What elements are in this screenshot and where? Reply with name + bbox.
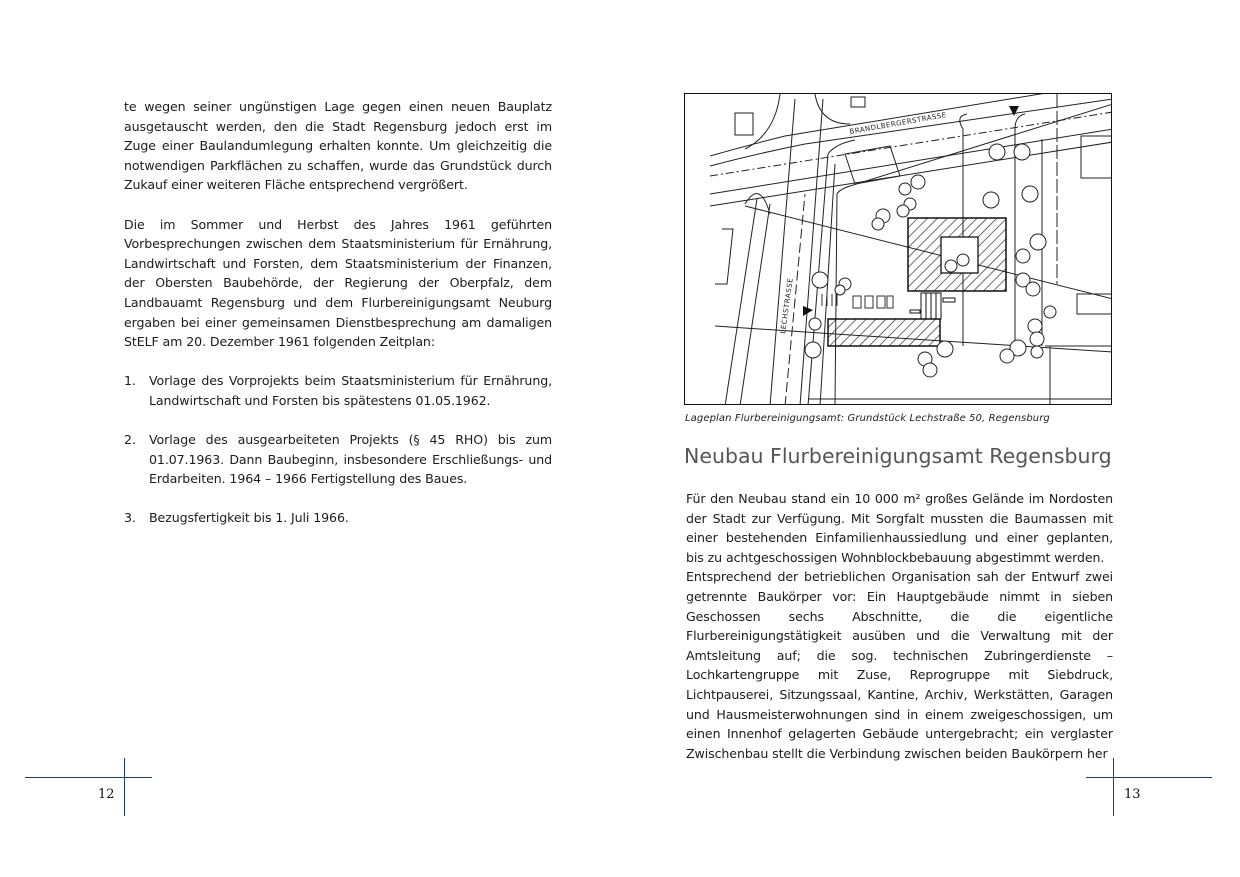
road-edge xyxy=(725,199,757,405)
page-number: 12 xyxy=(98,787,115,802)
crop-mark-horizontal xyxy=(25,777,152,778)
list-number: 3. xyxy=(124,510,136,526)
page-number: 13 xyxy=(1124,787,1141,802)
paragraph: Entsprechend der betrieblichen Organisation sah der Entwurf zwei getrennte Baukörper vor: Ein Hauptgebäude nimmt in sieben Geschossen sechs Abschnitte, die die eigentliche Flurbereinigungstätigkeit ausüben und die Verwaltung mit der Amtsleitung auf; die sog. technischen Zubringerdienste – Lochkartengruppe mit Zuse, Reprogruppe mit Siebdruck, Lichtpauserei, Sitzungssaal, Kantine, Archiv, Werkstätten, Garagen und Hausmeisterwohnungen sind in einem zweigeschossigen, um einen Innenhof gelagerten Gebäude untergebracht; ein verglaster Zwischenbau stellt die Verbindung zwischen beiden Baukörpern her xyxy=(686,569,1113,761)
site-plan-figure xyxy=(684,93,1112,405)
house xyxy=(851,97,865,107)
list-number: 1. xyxy=(124,373,136,389)
street-label-left: LECHSTRASSE xyxy=(779,277,795,335)
road-edge xyxy=(710,99,1112,166)
connector-stairs xyxy=(910,293,955,319)
house xyxy=(735,113,753,135)
north-arrow-icon xyxy=(1009,106,1019,116)
building xyxy=(715,229,733,284)
right-text-column xyxy=(686,489,1113,763)
site-plan-drawing xyxy=(685,94,1112,405)
section-heading: Neubau Flurbereinigungsamt Regensburg xyxy=(684,444,1112,468)
secondary-building xyxy=(828,319,940,346)
list-text: Vorlage des Vorprojekts beim Staatsministerium für Ernährung, Landwirtschaft und Forsten bis spätestens 01.05.1962. xyxy=(149,373,552,408)
road-edge xyxy=(740,204,770,405)
paragraph: Für den Neubau stand ein 10 000 m² großes Gelände im Nordosten der Stadt zur Verfügung. Mit Sorgfalt mussten die Baumassen mit einer bestehenden Einfamilienhaussiedlung und einer geplanten, bis zu achtgeschossigen Wohnblockbebauung abgestimmt werden. xyxy=(686,491,1113,565)
paragraph: Die im Sommer und Herbst des Jahres 1961 geführten Vorbesprechungen zwischen dem Staatsministerium für Ernährung, Landwirtschaft und Forsten, dem Staatsministerium der Finanzen, der Obersten Baubehörde, der Regierung der Oberpfalz, dem Landbauamt Regensburg und dem Flurbereinigungsamt Neuburg ergaben bei einer gemeinsamen Dienstbesprechung am damaligen StELF am 20. Dezember 1961 folgenden Zeitplan: xyxy=(124,216,552,350)
crop-mark-vertical xyxy=(124,758,125,816)
street-label-top: BRANDLBERGERSTRASSE xyxy=(848,111,948,136)
road-edge xyxy=(770,99,795,405)
left-text-column xyxy=(124,97,552,548)
curb xyxy=(745,94,780,149)
building xyxy=(1081,136,1112,178)
entrance-arrow-icon xyxy=(803,306,813,316)
list-text: Bezugsfertigkeit bis 1. Juli 1966. xyxy=(149,510,349,526)
timeline-list xyxy=(124,371,552,528)
curb xyxy=(828,140,855,154)
list-text: Vorlage des ausgearbeiteten Projekts (§ 45 RHO) bis zum 01.07.1963. Dann Baubeginn, insbesondere Erschließungs- und Erdarbeiten. 1964 – 1966 Fertigstellung des Baues. xyxy=(149,432,552,487)
figure-caption: Lageplan Flurbereinigungsamt: Grundstück Lechstraße 50, Regensburg xyxy=(685,413,1050,424)
crop-mark-horizontal xyxy=(1086,777,1212,778)
list-item xyxy=(124,371,552,410)
paragraph: te wegen seiner ungünstigen Lage gegen einen neuen Bauplatz ausgetauscht werden, den die Stadt Regensburg jedoch erst im Zuge einer Baulandumlegung erhalten konnte. Um gleichzeitig die notwendigen Parkflächen zu schaffen, wurde das Grundstück durch Zukauf einer weiteren Fläche entsprechend vergrößert. xyxy=(124,99,552,193)
list-item xyxy=(124,430,552,489)
crop-mark-vertical xyxy=(1113,758,1114,816)
list-number: 2. xyxy=(124,432,136,448)
right-page xyxy=(620,0,1240,877)
list-item xyxy=(124,508,552,528)
parking-spaces xyxy=(822,294,893,308)
curb xyxy=(815,94,850,124)
